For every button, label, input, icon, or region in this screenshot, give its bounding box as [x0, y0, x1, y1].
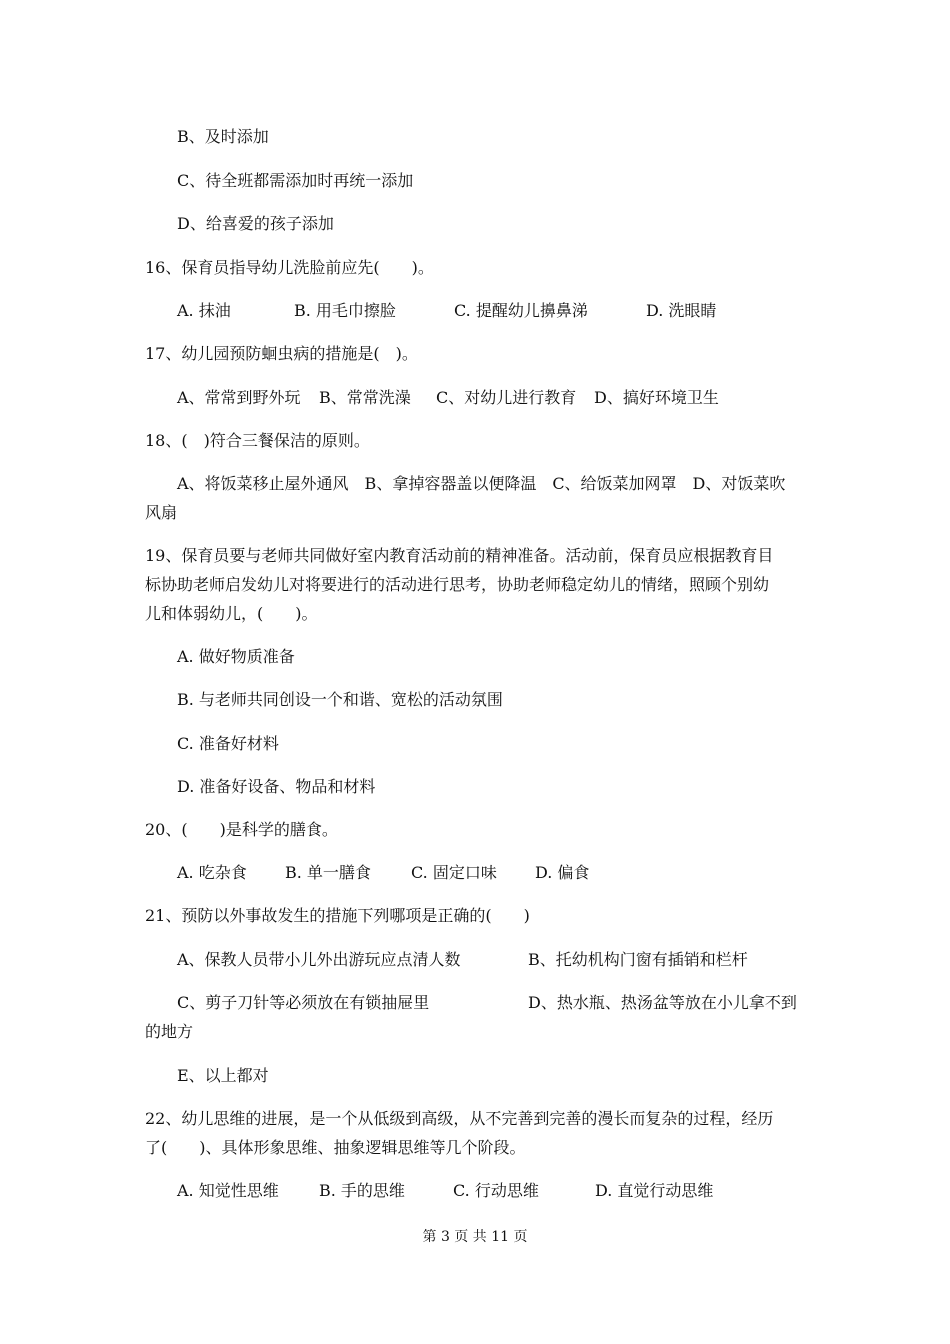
q20-stem: 20、( )是科学的膳食。 [145, 820, 338, 839]
q18-stem: 18、( )符合三餐保洁的原则。 [145, 431, 370, 450]
q19-stem-line-1: 19、保育员要与老师共同做好室内教育活动前的精神准备。活动前，保育员应根据教育目 [145, 546, 774, 565]
q22-option-d: D. 直觉行动思维 [595, 1181, 714, 1200]
q21-option-e: E、以上都对 [177, 1066, 269, 1085]
q21-option-b: B、托幼机构门窗有插销和栏杆 [528, 950, 748, 969]
q21-option-d: D、热水瓶、热汤盆等放在小儿拿不到 [528, 993, 797, 1012]
q20-option-d: D. 偏食 [535, 863, 590, 882]
q16-options [177, 301, 716, 321]
q21-option-a: A、保教人员带小儿外出游玩应点清人数 [177, 950, 461, 969]
q17-option-c: C、对幼儿进行教育 [436, 388, 577, 407]
q19-option-b: B. 与老师共同创设一个和谐、宽松的活动氛围 [177, 690, 503, 709]
q15-option-b: B、及时添加 [177, 127, 269, 146]
q16-stem: 16、保育员指导幼儿洗脸前应先( )。 [145, 258, 434, 277]
q21-option-c: C、剪子刀针等必须放在有锁抽屉里 [177, 993, 430, 1012]
q22-option-c: C. 行动思维 [453, 1181, 539, 1200]
q15-option-c: C、待全班都需添加时再统一添加 [177, 171, 414, 190]
q20-option-a: A. 吃杂食 [177, 863, 247, 882]
q22-options [177, 1181, 713, 1201]
q22-option-b: B. 手的思维 [319, 1181, 405, 1200]
q17-option-b: B、常常洗澡 [319, 388, 411, 407]
q22-option-a: A. 知觉性思维 [177, 1181, 279, 1200]
q17-stem: 17、幼儿园预防蛔虫病的措施是( )。 [145, 344, 418, 363]
q21-option-d-continued: 的地方 [145, 1022, 194, 1041]
q19-stem-line-2: 标协助老师启发幼儿对将要进行的活动进行思考，协助老师稳定幼儿的情绪，照顾个别幼 [145, 575, 770, 594]
q16-option-a: A. 抹油 [177, 301, 231, 320]
q20-option-c: C. 固定口味 [411, 863, 497, 882]
q19-stem-line-3: 儿和体弱幼儿，( )。 [145, 604, 318, 623]
q20-options [177, 863, 589, 883]
q19-option-c: C. 准备好材料 [177, 734, 279, 753]
page-number-footer: 第 3 页 共 11 页 [422, 1229, 528, 1245]
q18-options-continued: 风扇 [145, 503, 178, 522]
q16-option-d: D. 洗眼睛 [646, 301, 717, 320]
q16-option-c: C. 提醒幼儿擤鼻涕 [454, 301, 588, 320]
q17-options [177, 388, 719, 408]
q22-stem-line-2: 了( )、具体形象思维、抽象逻辑思维等几个阶段。 [145, 1138, 526, 1157]
q16-option-b: B. 用毛巾擦脸 [294, 301, 396, 320]
q19-option-a: A. 做好物质准备 [177, 647, 295, 666]
q15-option-d: D、给喜爱的孩子添加 [177, 214, 334, 233]
q19-option-d: D. 准备好设备、物品和材料 [177, 777, 376, 796]
q18-options: A、将饭菜移止屋外通风 B、拿掉容器盖以便降温 C、给饭菜加网罩 D、对饭菜吹 [177, 474, 786, 493]
q22-stem-line-1: 22、幼儿思维的进展，是一个从低级到高级，从不完善到完善的漫长而复杂的过程，经历 [145, 1109, 774, 1128]
q20-option-b: B. 单一膳食 [285, 863, 371, 882]
q17-option-a: A、常常到野外玩 [177, 388, 301, 407]
q21-stem: 21、预防以外事故发生的措施下列哪项是正确的( ) [145, 906, 530, 925]
q17-option-d: D、搞好环境卫生 [594, 388, 719, 407]
